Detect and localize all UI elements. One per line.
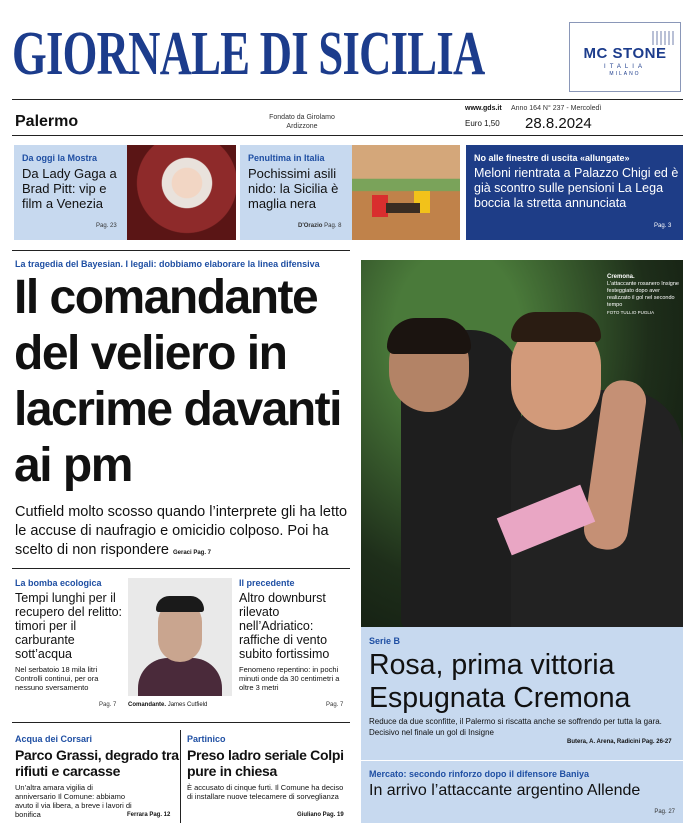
bomba-article[interactable]: [15, 578, 123, 692]
table: [386, 203, 420, 213]
cutfield-caption: Comandante. James Cutfield: [128, 702, 208, 708]
bomba-text: Nel serbatoio 18 mila litri Controlli continui, per ora nessuno sversamento: [15, 665, 99, 692]
bomba-page: Pag. 7: [99, 702, 117, 708]
partinico-signature: Giuliano Pag. 19: [297, 812, 344, 818]
masthead-title: GIORNALE DI SICILIA: [12, 20, 485, 88]
lead-signature: Geraci Pag. 7: [173, 550, 212, 556]
corsari-article[interactable]: [15, 734, 180, 819]
corsari-kicker: Acqua dei Corsari: [15, 734, 93, 744]
bottom-rule: [12, 722, 350, 723]
serie-b-box[interactable]: [361, 627, 683, 760]
issue-date: 28.8.2024: [525, 115, 592, 132]
ad-brand: MC STONE: [583, 45, 667, 62]
serie-b-text: Reduce da due sconfitte, il Palermo si riscatta anche se soffrendo per tutta la gara. Decisivo nel finale un gol di Insigne: [369, 717, 662, 737]
website-link[interactable]: www.gds.it: [465, 105, 502, 112]
teaser-headline: Pochissimi asili nido: la Sicilia è maglia nera: [248, 166, 339, 211]
lead-headline[interactable]: Il comandante del veliero in lacrime davanti ai pm: [14, 271, 341, 492]
teaser-pensioni[interactable]: [466, 145, 683, 240]
cutfield-photo: [128, 578, 232, 696]
corsari-text: Un’altra amara vigilia di anniversario Il Comune: abbiamo avuto il via libera, a breve i lavori di bonifica: [15, 783, 132, 819]
teaser-asili-nido[interactable]: [240, 145, 460, 240]
serie-b-kicker: Serie B: [369, 636, 401, 646]
serie-b-signature: Butera, A. Arena, Radicini Pag. 26-27: [567, 739, 672, 745]
precedente-kicker: Il precedente: [239, 578, 295, 588]
teaser-kicker: Da oggi la Mostra: [22, 153, 98, 163]
price: Euro 1,50: [465, 119, 500, 128]
corsari-headline: Parco Grassi, degrado tra rifiuti e carcasse: [15, 747, 179, 779]
mid-rule: [12, 568, 350, 569]
lead-subtitle: Cutfield molto scosso quando l’interprete gli ha letto le accuse di naufragio e omicidio colposo. Poi ha scelto di non rispondere Geraci Pag. 7: [15, 504, 348, 558]
edition-city: Palermo: [15, 113, 79, 130]
founded-note: Fondato da Girolamo Ardizzone: [269, 114, 335, 130]
teaser-page: D'Orazio Pag. 8: [298, 223, 342, 229]
player-left-hair: [387, 318, 471, 354]
precedente-text: Fenomeno repentino: in pochi minuti onde da 30 centimetri a oltre 3 metri: [239, 665, 340, 692]
bomba-kicker: La bomba ecologica: [15, 578, 102, 588]
teaser-headline: Da Lady Gaga a Brad Pitt: vip e film a Venezia: [22, 166, 117, 211]
teaser-page: Pag. 23: [96, 223, 117, 229]
teaser-kicker: Penultima in Italia: [248, 153, 325, 163]
masthead-rule-bottom: [12, 135, 683, 136]
mercato-kicker: Mercato: secondo rinforzo dopo il difensore Baniya: [369, 769, 590, 779]
column-divider: [180, 730, 181, 823]
lead-kicker: La tragedia del Bayesian. I legali: dobbiamo elaborare la linea difensiva: [15, 259, 320, 269]
teaser-headline: Meloni rientrata a Palazzo Chigi ed è già scontro sulle pensioni La Lega boccia la stretta annunciata: [474, 166, 679, 210]
cutfield-body: [138, 658, 222, 696]
partinico-headline: Preso ladro seriale Colpi pure in chiesa: [187, 747, 344, 779]
corsari-signature: Ferrara Pag. 12: [127, 812, 171, 818]
player-right-hair: [511, 312, 601, 342]
teaser-venezia[interactable]: [14, 145, 236, 240]
bomba-headline: Tempi lunghi per il recupero del relitto: timori per il carburante sott’acqua: [15, 591, 123, 661]
partinico-kicker: Partinico: [187, 734, 226, 744]
masthead-rule-top: [12, 99, 683, 100]
precedente-headline: Altro downburst rilevato nell’Adriatico: raffiche di vento subito fortissimo: [239, 591, 330, 661]
lead-rule: [12, 250, 350, 251]
ad-line2: MILANO: [609, 71, 641, 77]
partinico-text: È accusato di cinque furti. Il Comune ha deciso di installare nuove telecamere di sorveglianza: [187, 783, 344, 801]
nursery-photo: [352, 145, 460, 240]
lady-gaga-photo: [127, 145, 236, 240]
serie-b-headline: Rosa, prima vittoria Espugnata Cremona: [369, 649, 631, 714]
ad-logo-icon: [652, 31, 676, 45]
cutfield-hair: [156, 596, 204, 612]
ad-line1: ITALIA: [604, 64, 646, 70]
photo-caption: Cremona. L'attaccante rosanero Insigne festeggiato dopo aver realizzato il gol nel secondo tempo FOTO TULLIO PUGLIA: [607, 274, 679, 315]
insigne-celebration-photo: [361, 260, 683, 627]
precedente-page: Pag. 7: [326, 702, 344, 708]
teaser-page: Pag. 3: [654, 223, 672, 229]
precedente-article[interactable]: [239, 578, 347, 692]
partinico-article[interactable]: [187, 734, 349, 801]
teaser-kicker: No alle finestre di uscita «allungate»: [474, 153, 630, 163]
mercato-page: Pag. 27: [654, 809, 675, 815]
advertisement-mc-stone[interactable]: [569, 22, 681, 92]
mercato-headline: In arrivo l’attaccante argentino Allende: [369, 782, 641, 799]
mercato-box[interactable]: [361, 760, 683, 823]
edition-number: Anno 164 N° 237 - Mercoledì: [511, 105, 602, 112]
